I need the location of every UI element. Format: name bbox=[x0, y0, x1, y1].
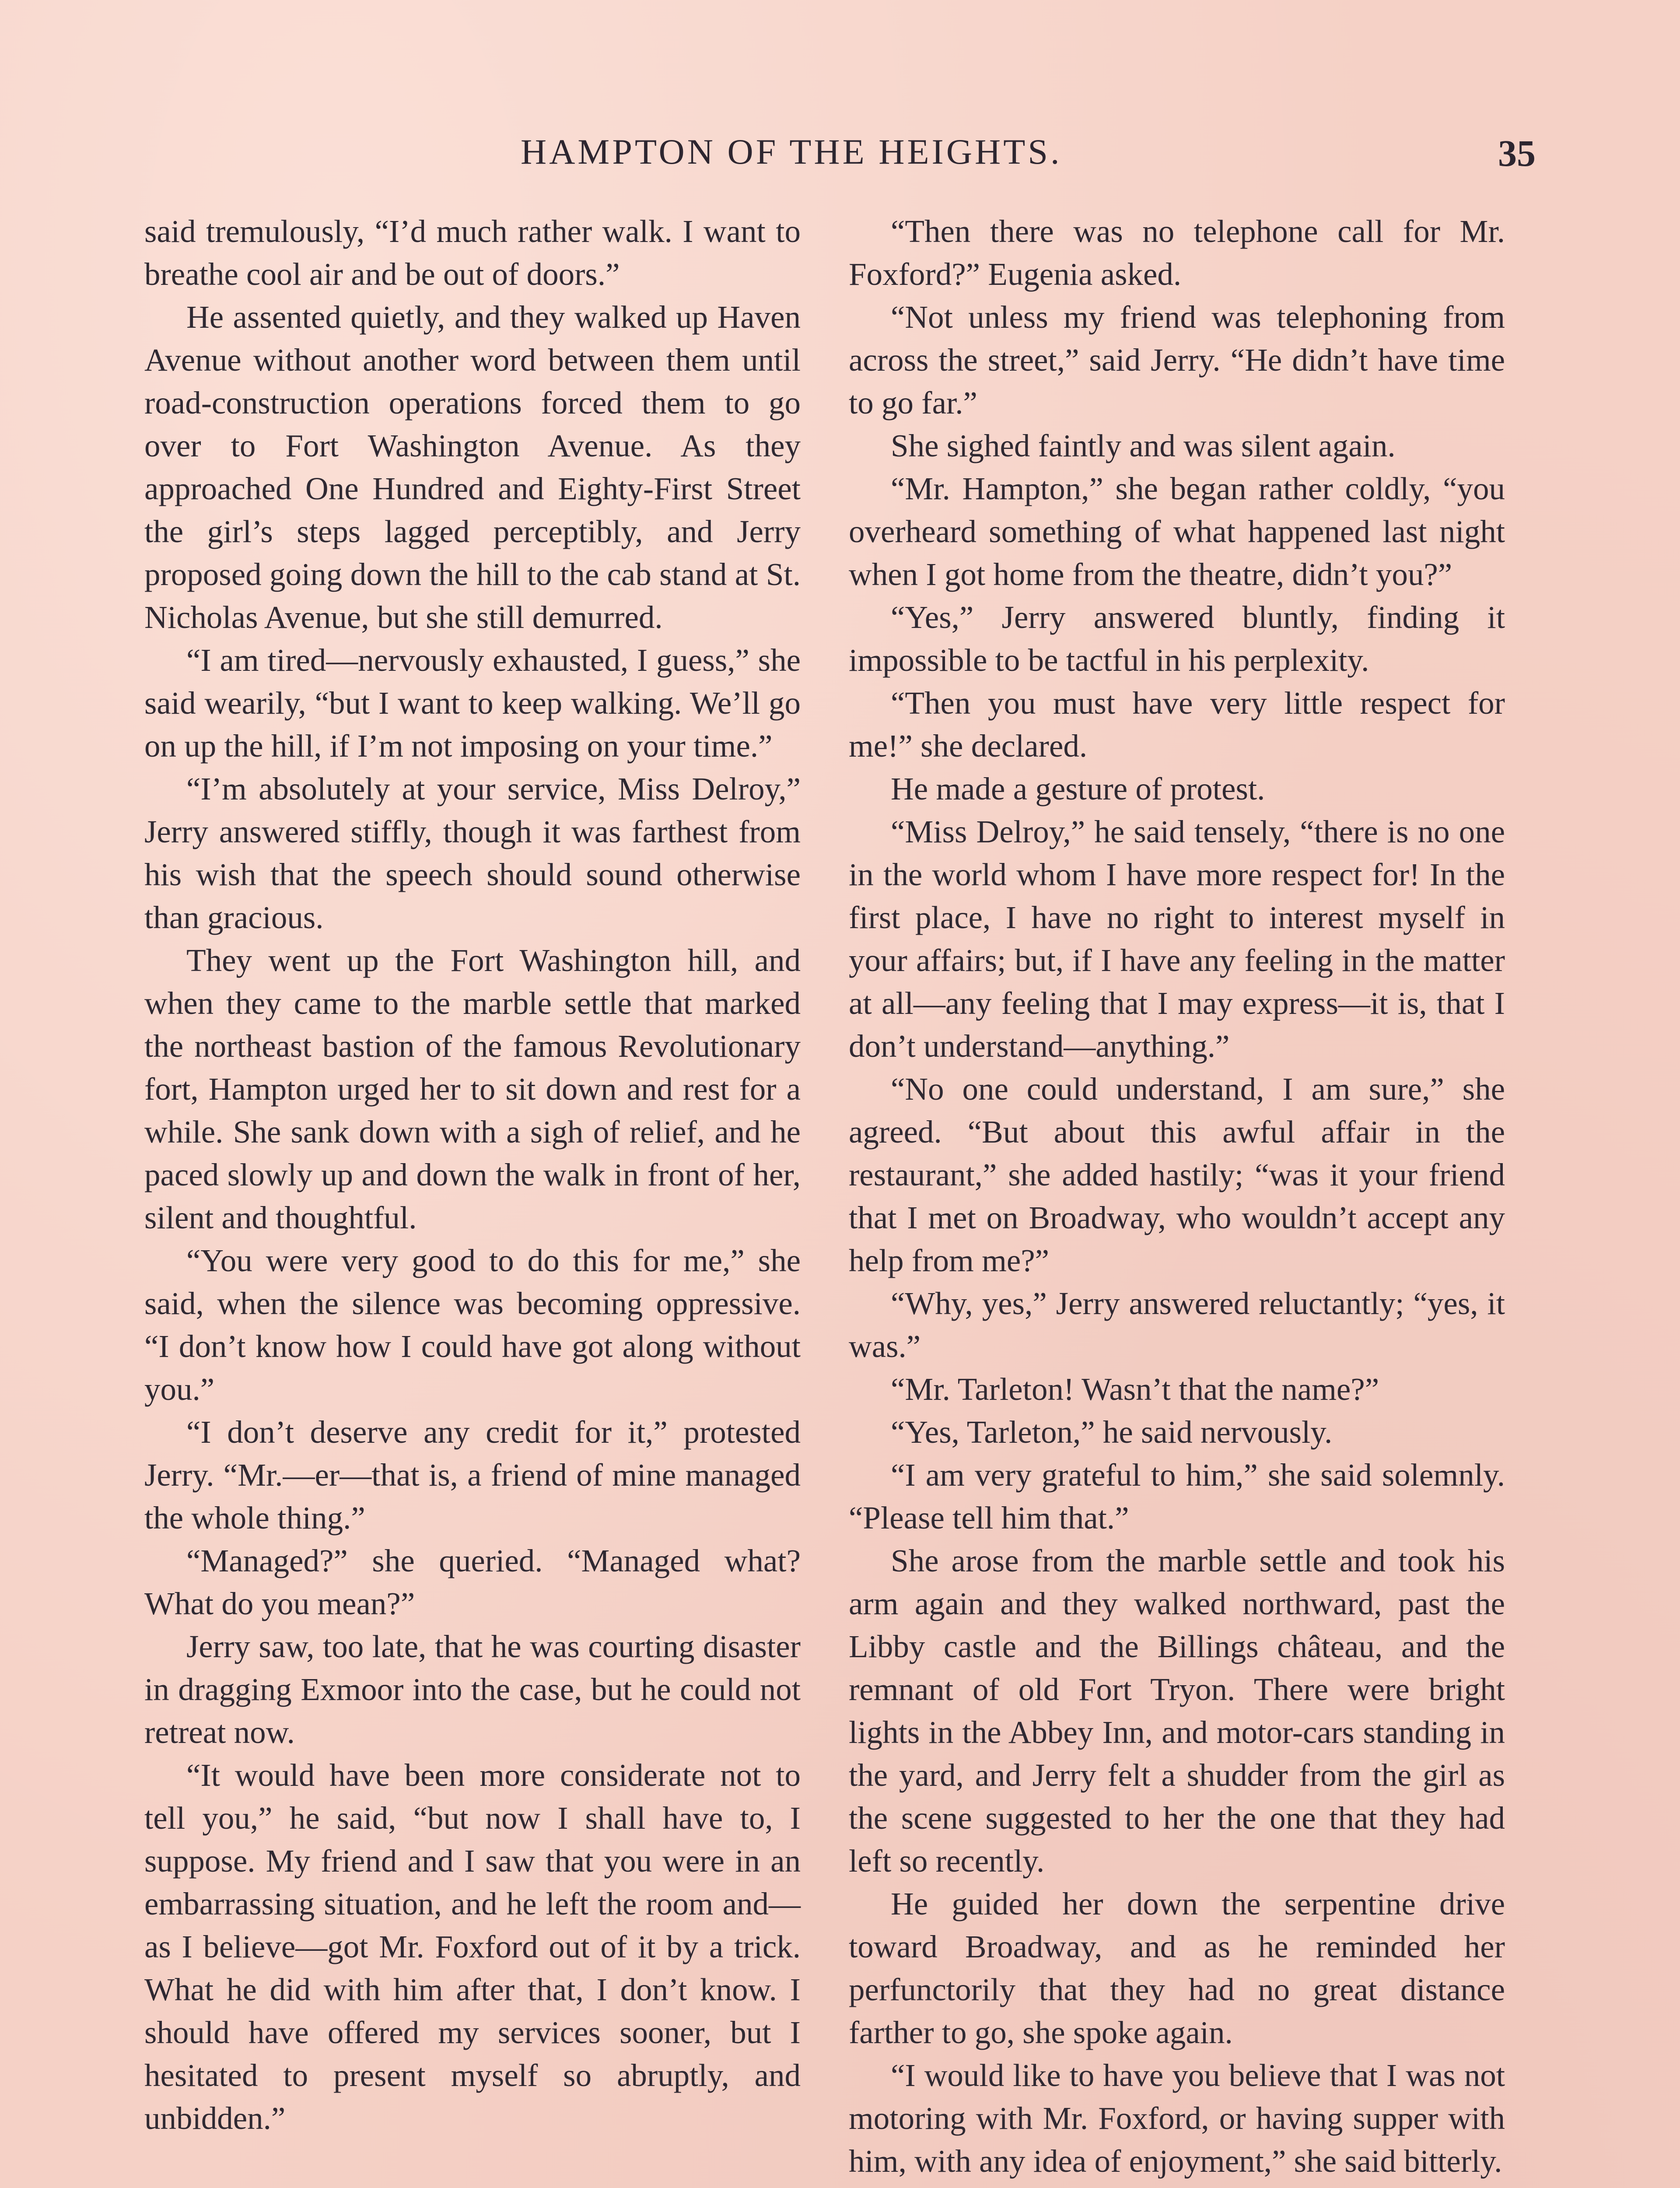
paragraph: “Yes,” Jerry answered bluntly, finding it impossible to be tactful in his perplexity. bbox=[849, 600, 1505, 678]
paragraph: “You were very good to do this for me,” she said, when the silence was becoming oppressive. “I don’t know how I could have got along without you.” bbox=[144, 1243, 801, 1407]
paragraph: “Not unless my friend was telephoning from across the street,” said Jerry. “He didn’t have time to go far.” bbox=[849, 299, 1505, 421]
right-text-column bbox=[849, 210, 1505, 2183]
paragraph: “Mr. Tarleton! Wasn’t that the name?” bbox=[891, 1371, 1379, 1407]
left-text-column bbox=[144, 210, 801, 2140]
page-number: 35 bbox=[1498, 132, 1536, 174]
paragraph: He guided her down the serpentine drive toward Broadway, and as he reminded her perfunctorily that they had no great distance farther to go, she spoke again. bbox=[849, 1886, 1505, 2050]
paragraph: He assented quietly, and they walked up Haven Avenue without another word between them until road-construction operations forced them to go over to Fort Washington Avenue. As they approached One Hundred and Eighty-First Street the girl’s steps lagged perceptibly, and Jerry proposed going down the hill to the cab stand at St. Nicholas Avenue, but she still demurred. bbox=[144, 299, 801, 635]
paragraph: She arose from the marble settle and took his arm again and they walked northward, past the Libby castle and the Billings château, and the remnant of old Fort Tryon. There were bright lights in the Abbey Inn, and motor-cars standing in the yard, and Jerry felt a shudder from the girl as the scene suggested to her the one that they had left so recently. bbox=[849, 1543, 1505, 1879]
paragraph: “Why, yes,” Jerry answered reluctantly; “yes, it was.” bbox=[849, 1286, 1505, 1364]
paragraph: Jerry saw, too late, that he was courting disaster in dragging Exmoor into the case, but he could not retreat now. bbox=[144, 1629, 801, 1750]
paragraph: “Miss Delroy,” he said tensely, “there is no one in the world whom I have more respect for! In the first place, I have no right to interest myself in your affairs; but, if I have any feeling in the matter at all—any feeling that I may express—it is, that I don’t understand—anything.” bbox=[849, 814, 1505, 1064]
paragraph: “It would have been more considerate not to tell you,” he said, “but now I shall have to, I suppose. My friend and I saw that you were in an embarrassing situation, and he left the room and—as I believe—got Mr. Foxford out of it by a trick. What he did with him after that, I don’t know. I should have offered my services sooner, but I hesitated to present myself so abruptly, and unbidden.” bbox=[144, 1757, 801, 2136]
paragraph: “I would like to have you believe that I was not motoring with Mr. Foxford, or having supper with him, with any idea of enjoyment,” she said bitterly. bbox=[849, 2058, 1505, 2179]
paragraph: “I don’t deserve any credit for it,” protested Jerry. “Mr.—er—that is, a friend of mine managed the whole thing.” bbox=[144, 1414, 801, 1536]
paragraph: “Managed?” she queried. “Managed what? What do you mean?” bbox=[144, 1543, 801, 1621]
paragraph: “Then there was no telephone call for Mr. Foxford?” Eugenia asked. bbox=[849, 214, 1505, 292]
paragraph: She sighed faintly and was silent again. bbox=[891, 428, 1396, 463]
paragraph: “Yes, Tarleton,” he said nervously. bbox=[891, 1414, 1333, 1450]
paragraph: “Then you must have very little respect for me!” she declared. bbox=[849, 685, 1505, 764]
paragraph: They went up the Fort Washington hill, and when they came to the marble settle that marked the northeast bastion of the famous Revolutionary fort, Hampton urged her to sit down and rest for a while. She sank down with a sigh of relief, and he paced slowly up and down the walk in front of her, silent and thoughtful. bbox=[144, 943, 801, 1235]
paragraph: “I’m absolutely at your service, Miss Delroy,” Jerry answered stiffly, though it was farthest from his wish that the speech should sound otherwise than gracious. bbox=[144, 771, 801, 935]
paragraph: said tremulously, “I’d much rather walk. I want to breathe cool air and be out of doors.” bbox=[144, 214, 801, 292]
paragraph: “Mr. Hampton,” she began rather coldly, “you overheard something of what happened last night when I got home from the theatre, didn’t you?” bbox=[849, 471, 1505, 592]
paragraph: “No one could understand, I am sure,” she agreed. “But about this awful affair in the restaurant,” she added hastily; “was it your friend that I met on Broadway, who wouldn’t accept any help from me?” bbox=[849, 1071, 1505, 1278]
running-head-title: HAMPTON OF THE HEIGHTS. bbox=[521, 132, 1062, 172]
paragraph: “I am very grateful to him,” she said solemnly. “Please tell him that.” bbox=[849, 1457, 1505, 1536]
paragraph: He made a gesture of protest. bbox=[891, 771, 1265, 806]
paragraph: “I am tired—nervously exhausted, I guess,” she said wearily, “but I want to keep walking. We’ll go on up the hill, if I’m not imposing on your time.” bbox=[144, 642, 801, 764]
